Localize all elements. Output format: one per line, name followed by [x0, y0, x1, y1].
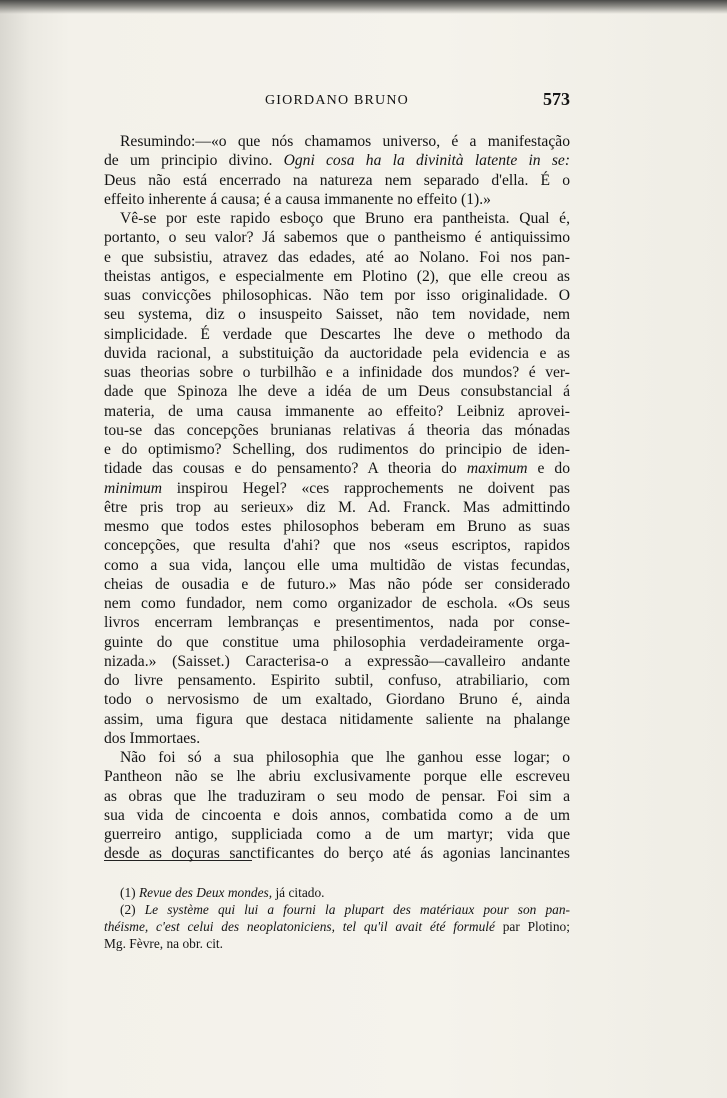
text-line: Vê-se por este rapido esboço que Bruno era pantheista. Qual é,	[120, 210, 570, 227]
footnote-title: Revue des Deux mondes,	[138, 885, 273, 900]
italic-term: maximum	[466, 460, 528, 478]
text-line: dos Immortaes.	[104, 729, 201, 747]
footnote-marker: (2)	[120, 902, 136, 917]
footnote-2-cont	[104, 918, 570, 935]
text-line: assim, uma figura que destaca nitidamente saliente na phalange	[104, 710, 570, 728]
text-span: par Plotino;	[502, 919, 570, 934]
text-line: do livre pensamento. Espirito subtil, confuso, atrabiliario, com	[104, 672, 570, 689]
footnote-quote: Le système qui lui a fourni la plupart des matériaux pour son pan-	[144, 902, 570, 917]
text-line: être pris trop au serieux» diz M. Ad. Franck. Mas admittindo	[104, 498, 570, 516]
text-line	[104, 479, 570, 498]
running-title: GIORDANO BRUNO	[265, 93, 409, 108]
text-line: concepções, que resulta d'ahi? que nos «seus escriptos, rapidos	[104, 537, 570, 555]
page-number: 573	[543, 89, 570, 109]
footnote-2-end: Mg. Fèvre, na obr. cit.	[104, 936, 224, 951]
footnote-quote: théisme, c'est celui des neoplatoniciens, tel qu'il avait été formulé	[104, 919, 495, 934]
text-line: nem como fundador, nem como organizador de eschola. «Os seus	[104, 595, 570, 612]
italic-quote: Ogni cosa ha la divinità latente in se:	[283, 152, 571, 170]
footnote-marker: (1)	[120, 885, 136, 900]
text-line: sua vida de cincoenta e dois annos, combatida como a de um	[104, 806, 570, 824]
footnote-2	[104, 901, 570, 918]
text-line: portanto, o seu valor? Já sabemos que o pantheismo é antiquissimo	[104, 229, 570, 247]
footnote-1	[104, 884, 570, 901]
text-line: effeito inherente á causa; é a causa immanente no effeito (1).»	[104, 190, 491, 208]
text-line: Deus não está encerrado na natureza nem separado d'ella. É o	[104, 171, 570, 189]
text-line: Pantheon não se lhe abriu exclusivamente porque elle escreveu	[104, 768, 570, 786]
text-line: theistas antigos, e especialmente em Plotino (2), que elle creou as	[104, 267, 570, 285]
text-line: Não foi só a sua philosophia que lhe ganhou esse logar; o	[120, 749, 570, 766]
text-line: desde as doçuras sanctificantes do berço até ás agonias lancinantes	[104, 845, 570, 863]
text-span: inspirou Hegel? «ces rapprochements ne doivent pas	[176, 479, 570, 497]
body-text	[104, 132, 570, 864]
page-header	[104, 89, 570, 112]
footnote-rule	[104, 860, 252, 861]
text-line: suas convicções philosophicas. Não tem por isso originalidade. O	[104, 287, 570, 304]
text-line	[104, 459, 570, 478]
text-span: de um principio divino.	[104, 152, 273, 170]
text-line: simplicidade. É verdade que Descartes lhe deve o methodo da	[104, 325, 570, 343]
text-line: todo o nervosismo de um exaltado, Giordano Bruno é, ainda	[104, 691, 570, 709]
text-line: as obras que lhe traduziram o seu modo de pensar. Foi sim a	[104, 787, 570, 805]
text-span: já citado.	[275, 885, 325, 900]
text-line: guerreiro antigo, suppliciada como a de um martyr; vida que	[104, 826, 570, 843]
text-line: como a sua vida, lançou elle uma multidão de vistas fecundas,	[104, 556, 570, 574]
text-line: suas theorias sobre o turbilhão e a infinidade dos mundos? é ver-	[104, 364, 570, 381]
text-span: e do	[537, 460, 571, 478]
text-line: Resumindo:—«o que nós chamamos universo, é a manifestação	[120, 133, 570, 150]
footnotes	[104, 884, 570, 952]
text-line: duvida racional, a substituição da auctoridade pela evidencia e as	[104, 344, 570, 362]
text-line: tou-se das concepções brunianas relativas á theoria das mónadas	[104, 421, 570, 439]
italic-term: minimum	[104, 479, 163, 497]
text-line: nizada.» (Saisset.) Caracterisa-o a expressão—cavalleiro andante	[104, 652, 570, 670]
text-line: guinte do que constitue uma philosophia verdadeiramente orga-	[104, 633, 570, 651]
text-span: tidade das cousas e do pensamento? A theoria do	[104, 460, 457, 478]
text-line: mesmo que todos estes philosophos beberam em Bruno as suas	[104, 518, 570, 535]
text-line: livros encerram lembranças e presentimentos, nada por conse-	[104, 614, 570, 632]
text-line: e do optimismo? Schelling, dos rudimentos do principio de iden-	[104, 441, 570, 458]
text-line: dade que Spinoza lhe deve a idéa de um Deus consubstancial á	[104, 383, 570, 401]
text-line: e que subsistiu, atravez das edades, até ao Nolano. Foi nos pan-	[104, 248, 570, 266]
text-line: seu systema, diz o insuspeito Saisset, não tem novidade, nem	[104, 306, 570, 324]
text-line: materia, de uma causa immanente ao effeito? Leibniz aprovei-	[104, 402, 570, 420]
text-line: cheias de ousadia e de futuro.» Mas não póde ser considerado	[104, 575, 570, 593]
text-line	[104, 151, 570, 170]
scan-edge-shadow	[0, 0, 727, 14]
